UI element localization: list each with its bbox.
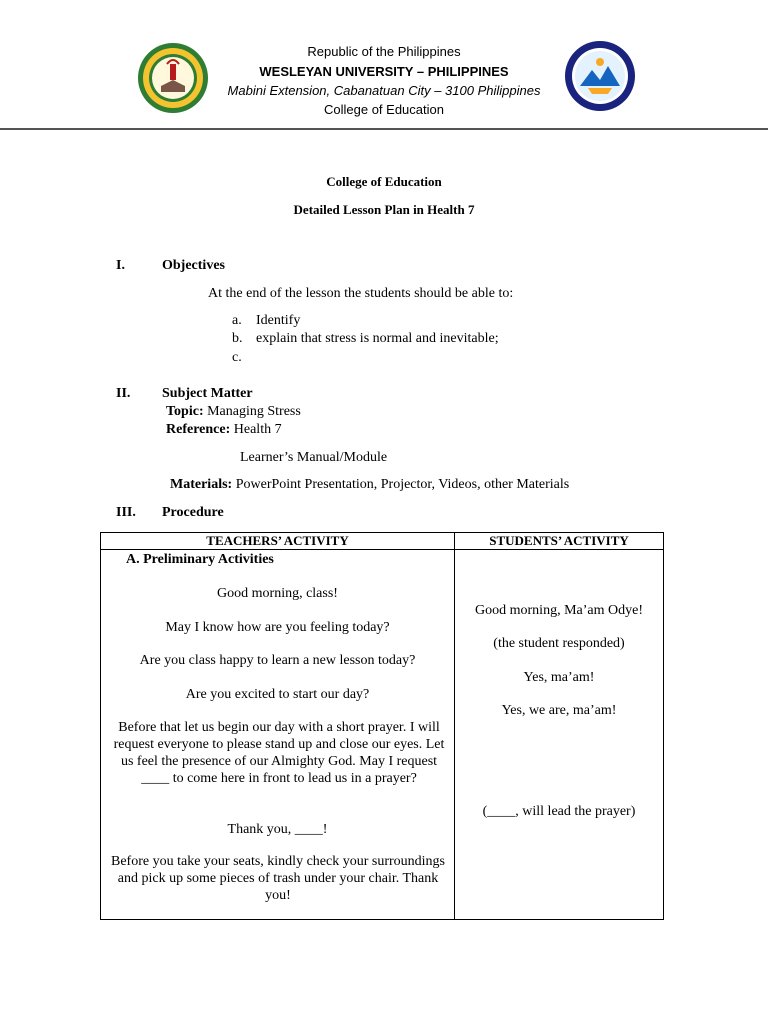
teacher-line: Thank you, ____! — [227, 822, 328, 837]
student-line: (____, will lead the prayer) — [482, 804, 636, 819]
header-divider — [0, 128, 768, 130]
topic-line — [166, 404, 301, 420]
doc-title-college: College of Education — [326, 174, 442, 189]
teacher-line: May I know how are you feeling today? — [165, 620, 390, 635]
procedure-number: III. — [116, 505, 136, 520]
header-address: Mabini Extension, Cabanatuan City – 3100 Philippines — [227, 83, 541, 98]
materials-line — [170, 477, 569, 493]
preliminary-activities-heading: A. Preliminary Activities — [126, 552, 274, 567]
topic-label: Topic: — [166, 404, 204, 419]
topic-value: Managing Stress — [207, 404, 301, 419]
reference-label: Reference: — [166, 422, 231, 437]
table-header-divider — [101, 549, 663, 550]
student-line: (the student responded) — [493, 636, 625, 651]
header-university: WESLEYAN UNIVERSITY – PHILIPPINES — [259, 64, 509, 79]
reference-line — [166, 422, 282, 438]
table-column-divider — [454, 533, 455, 919]
objectives-intro: At the end of the lesson the students should be able to: — [208, 286, 514, 301]
student-line: Good morning, Ma’am Odye! — [475, 603, 643, 618]
objective-c-label: c. — [232, 350, 242, 365]
objective-a-text: Identify — [256, 313, 301, 328]
teacher-line: Good morning, class! — [217, 586, 338, 601]
objective-a-label: a. — [232, 313, 242, 328]
reference-value: Health 7 — [233, 422, 282, 437]
students-activity-header: STUDENTS’ ACTIVITY — [489, 533, 629, 548]
reference-manual: Learner’s Manual/Module — [240, 450, 388, 465]
subject-number: II. — [116, 386, 131, 401]
teacher-line: Are you excited to start our day? — [185, 687, 370, 702]
materials-label: Materials: — [170, 477, 233, 492]
teacher-trash-paragraph: Before you take your seats, kindly check your surroundings and pick up some pieces of trash under your chair. Thank you! — [111, 854, 445, 903]
teacher-line: Are you class happy to learn a new lesson today? — [139, 653, 416, 668]
teacher-prayer-paragraph: Before that let us begin our day with a short prayer. I will request everyone to please stand up and close our eyes. Let us feel the presence of our Almighty God. May I request ____ to come here in front to lead us in a prayer? — [113, 720, 445, 786]
header-republic: Republic of the Philippines — [307, 44, 461, 59]
procedure-heading: Procedure — [162, 505, 224, 520]
header-college: College of Education — [324, 102, 444, 117]
teachers-activity-header: TEACHERS’ ACTIVITY — [206, 533, 349, 548]
materials-value: PowerPoint Presentation, Projector, Videos, other Materials — [235, 477, 570, 492]
objective-b-label: b. — [232, 331, 243, 346]
objectives-heading: Objectives — [162, 258, 225, 273]
student-line: Yes, ma’am! — [523, 670, 595, 685]
doc-title-lesson-plan: Detailed Lesson Plan in Health 7 — [293, 202, 475, 217]
subject-heading: Subject Matter — [162, 386, 253, 401]
student-line: Yes, we are, ma’am! — [501, 703, 617, 718]
objectives-number: I. — [116, 258, 125, 273]
objective-b-text: explain that stress is normal and inevitable; — [256, 331, 499, 346]
activity-table — [100, 532, 664, 920]
